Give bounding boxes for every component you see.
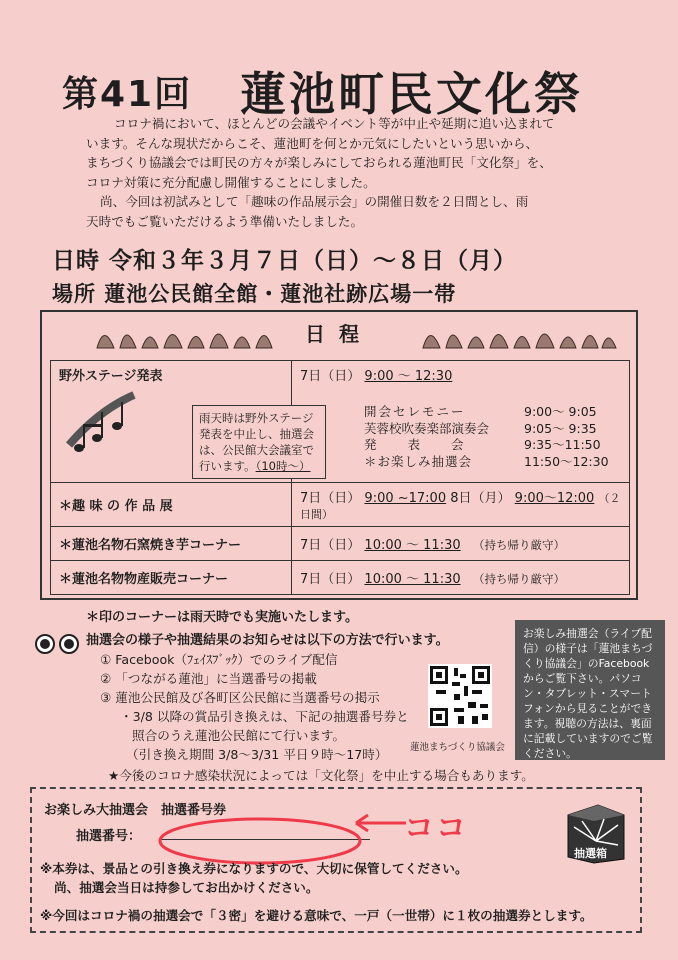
exhibit-label: ＊趣 味 の 作 品 展 (51, 483, 292, 527)
intro-text (86, 114, 616, 231)
lottery-ticket (30, 787, 642, 933)
schedule-table (50, 360, 630, 595)
lottery-heading: 抽選会の様子や抽選結果のお知らせは以下の方法で行います。 (86, 633, 449, 648)
schedule-box (40, 310, 638, 600)
program-item: 開会セレモニー 9:00～ 9:05 (364, 404, 597, 419)
event-datetime: 日時 令和３年３月７日（日）～８日（月） (52, 248, 518, 274)
products-label: ＊蓮池名物物産販売コーナー (51, 561, 292, 595)
schedule-heading: 日程 (305, 322, 373, 346)
eyes-icon (34, 633, 80, 659)
red-arrow-icon (348, 811, 408, 835)
qr-caption: 蓮池まちづくり協議会 (410, 742, 505, 753)
ticket-number-label: 抽選番号： (76, 829, 142, 844)
lottery-box-label: 抽選箱 (574, 847, 607, 860)
exhibit-time: 7日（日） 9:00 ~17:00 8日（月） 9:00～12:00 （２日間） (292, 483, 630, 527)
table-row (51, 483, 630, 527)
lottery-item: ・3/8 以降の賞品引き換えは、下記の抽選番号券と (120, 709, 409, 724)
sweet-potato-time: 7日（日） 10:00 ～ 11:30 （持ち帰り厳守） (292, 527, 630, 561)
lottery-item: ① Facebook（ﾌｪｲｽﾌﾞｯｸ）でのライブ配信 (100, 652, 338, 667)
title-main: 蓮池町民文化祭 (240, 67, 583, 121)
sweet-potato-label: ＊蓮池名物石窯焼き芋コーナー (51, 527, 292, 561)
products-time: 7日（日） 10:00 ～ 11:30 （持ち帰り厳守） (292, 561, 630, 595)
rain-ok-note: ＊印のコーナーは雨天時でも実施いたします。 (86, 610, 358, 625)
title (40, 48, 650, 121)
lottery-item: ② 「つながる蓮池」に当選番号の掲載 (100, 671, 317, 686)
table-row (51, 527, 630, 561)
event-place: 場所 蓮池公民館全館・蓮池社跡広場一帯 (52, 282, 457, 306)
facebook-info-box: お楽しみ抽選会（ライブ配信）の様子は「蓮池まちづくり協議会」のFacebookからご覧下さい。パソコン・タブレット・スマートフォンから見ることができます。視聴の方法は、裏面に記載していますのでご覧ください。 (515, 620, 665, 760)
qr-code-icon[interactable] (428, 664, 492, 732)
program-item: ＊お楽しみ抽選会 11:50～12:30 (364, 453, 609, 469)
stage-time-cell: 7日（日） 9:00 ～ 12:30 (292, 361, 630, 483)
intro-line: 尚、今回は初試みとして「趣味の作品展示会」の開催日数を２日間とし、雨 (100, 194, 529, 209)
ticket-heading: お楽しみ大抽選会 抽選番号券 (44, 803, 227, 818)
stage-program (364, 404, 609, 470)
leaf-decoration-right (418, 316, 618, 356)
intro-line: コロナ対策に充分配慮し開催することにしました。 (86, 174, 376, 190)
stage-label: 野外ステージ発表 (51, 361, 292, 483)
table-row (51, 561, 630, 595)
lottery-item: 照合のうえ蓮池公民館にて行います。 (132, 728, 346, 743)
program-item: 芙蓉校吹奏楽部演奏会 9:05～ 9:35 (364, 420, 597, 436)
intro-line: まちづくり協議会では町民の方々が楽しみにしておられる蓮池町民「文化祭」を、 (86, 155, 552, 170)
lottery-item: （引き換え期間 3/8～3/31 平日９時～17時） (126, 747, 388, 762)
intro-line: います。そんな現状だからこそ、蓮池町を何とか元気にしたいという思いから、 (86, 135, 539, 151)
corona-note: ★今後のコロナ感染状況によっては「文化祭」を中止する場合もあります。 (108, 768, 534, 783)
lottery-item: ③ 蓮池公民館及び各町区公民館に当選番号の掲示 (100, 690, 380, 705)
ticket-warning: ※本券は、景品との引き換え券になりますので、大切に保管してください。 尚、抽選会当日は持参してお出かけください。 (40, 861, 468, 895)
rain-note: 雨天時は野外ステージ発表を中止し、抽選会は、公民館大会議室で行います。（10時～） (192, 405, 326, 479)
intro-line: コロナ禍において、ほとんどの会議やイベント等が中止や延期に追い込まれて (114, 116, 555, 131)
intro-line: 天時でもご覧いただけるよう準備いたしました。 (86, 213, 364, 229)
arrow-text: ココ (404, 811, 468, 846)
program-item: 発 表 会 9:35～11:50 (364, 437, 601, 452)
ticket-warning-3: ※今回はコロナ禍の抽選会で「３密」を避ける意味で、一戸（一世帯）に１枚の抽選券とします。 (40, 908, 593, 923)
title-edition: 第41回 (62, 74, 193, 115)
